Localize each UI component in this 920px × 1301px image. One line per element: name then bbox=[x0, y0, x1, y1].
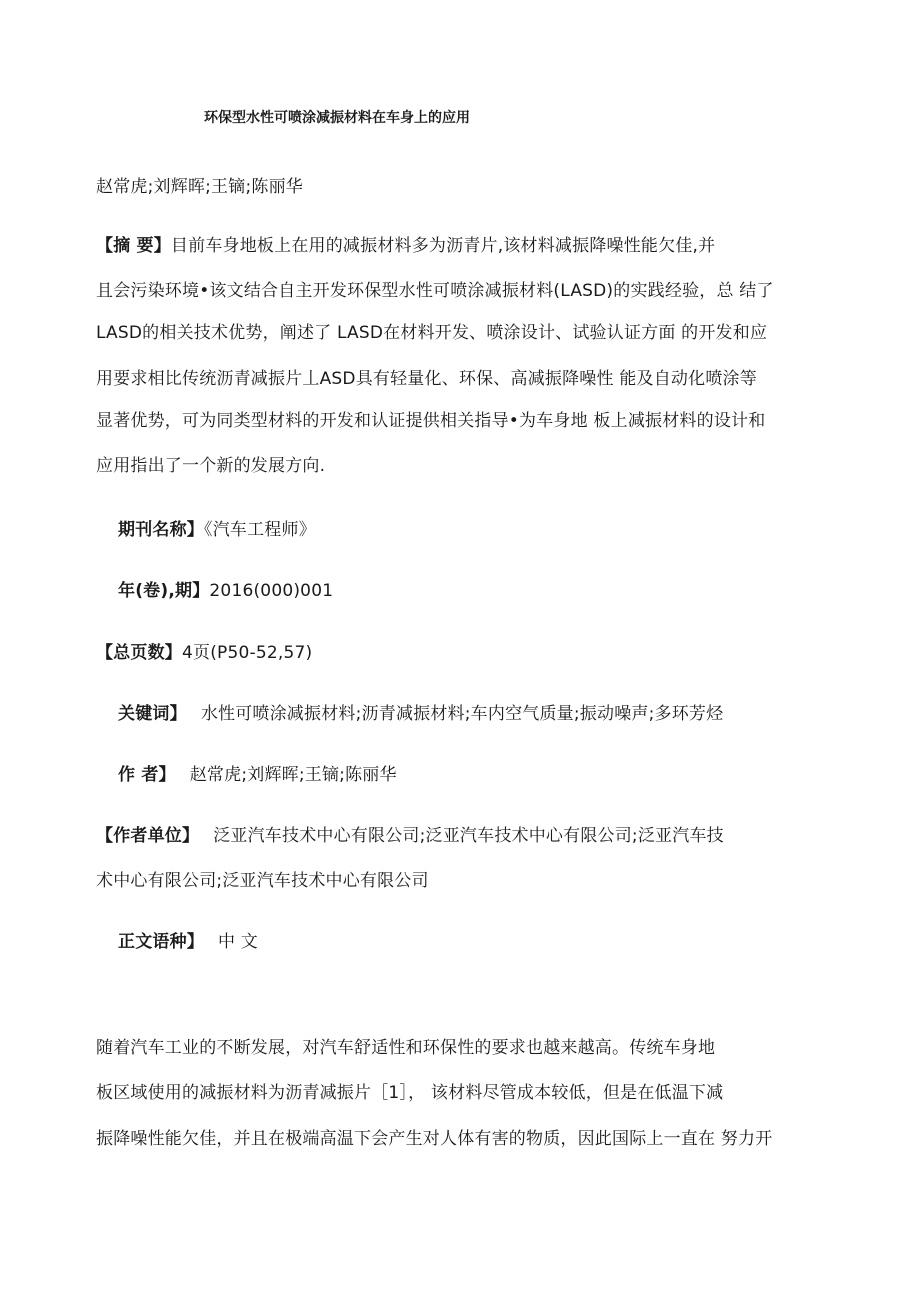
field-authors bbox=[118, 763, 397, 787]
affiliation-label: 【作者单位】 bbox=[96, 826, 200, 846]
year-value: 2016(000)001 bbox=[209, 581, 334, 601]
field-pages bbox=[96, 641, 312, 665]
field-affiliation bbox=[96, 824, 724, 848]
authors-value: 赵常虎;刘辉晖;王镝;陈丽华 bbox=[189, 765, 397, 785]
abstract-line-5: 显著优势，可为同类型材料的开发和认证提供相关指导•为车身地 板上减振材料的设计和 bbox=[96, 411, 766, 431]
abstract-line-6: 应用指出了一个新的发展方向. bbox=[96, 456, 326, 476]
keywords-value: 水性可喷涂减振材料;沥青减振材料;车内空气质量;振动噪声;多环芳烃 bbox=[200, 704, 724, 724]
body-line-1: 随着汽车工业的不断发展，对汽车舒适性和环保性的要求也越来越高。传统车身地 bbox=[96, 1038, 716, 1058]
affiliation-value-1: 泛亚汽车技术中心有限公司;泛亚汽车技术中心有限公司;泛亚汽车技 bbox=[213, 826, 724, 846]
pages-label: 【总页数】 bbox=[96, 643, 182, 663]
language-label: 正文语种】 bbox=[118, 932, 204, 952]
journal-label: 期刊名称】 bbox=[118, 520, 204, 540]
year-label: 年(卷),期】 bbox=[118, 581, 210, 601]
field-journal bbox=[118, 518, 316, 542]
keywords-label: 关键词】 bbox=[118, 704, 187, 724]
pages-value: 4页(P50-52,57) bbox=[182, 643, 313, 663]
abstract-line-4: 用要求相比传统沥青减振片丄ASD具有轻量化、环保、高减振降噪性 能及自动化喷涂等 bbox=[96, 369, 757, 389]
abstract-label: 【摘 要】 bbox=[96, 236, 171, 256]
authors-label: 作 者】 bbox=[118, 765, 176, 785]
language-value: 中 文 bbox=[218, 932, 259, 952]
journal-value: 《汽车工程师》 bbox=[204, 520, 316, 540]
abstract-line-3: LASD的相关技术优势，阐述了 LASD在材料开发、喷涂设计、试验认证方面 的开发和应 bbox=[96, 323, 768, 343]
body-line-2: 板区域使用的减振材料为沥青减振片［1］， 该材料尽管成本较低，但是在低温下减 bbox=[96, 1083, 724, 1103]
authors-line: 赵常虎;刘辉晖;王镝;陈丽华 bbox=[96, 177, 303, 197]
document-title: 环保型水性可喷涂减振材料在车身上的应用 bbox=[204, 110, 470, 126]
field-keywords bbox=[118, 702, 723, 726]
field-year bbox=[118, 579, 333, 603]
abstract-line-1 bbox=[96, 234, 715, 258]
affiliation-value-2: 术中心有限公司;泛亚汽车技术中心有限公司 bbox=[96, 871, 429, 891]
body-line-3: 振降噪性能欠佳，并且在极端高温下会产生对人体有害的物质，因此国际上一直在 努力开 bbox=[96, 1129, 773, 1149]
abstract-text: 目前车身地板上在用的减振材料多为沥青片,该材料减振降噪性能欠佳,并 bbox=[170, 236, 716, 256]
field-language bbox=[118, 930, 258, 954]
abstract-line-2: 且会污染环境•该文结合自主开发环保型水性可喷涂减振材料(LASD)的实践经验，总 结了 bbox=[96, 281, 774, 301]
